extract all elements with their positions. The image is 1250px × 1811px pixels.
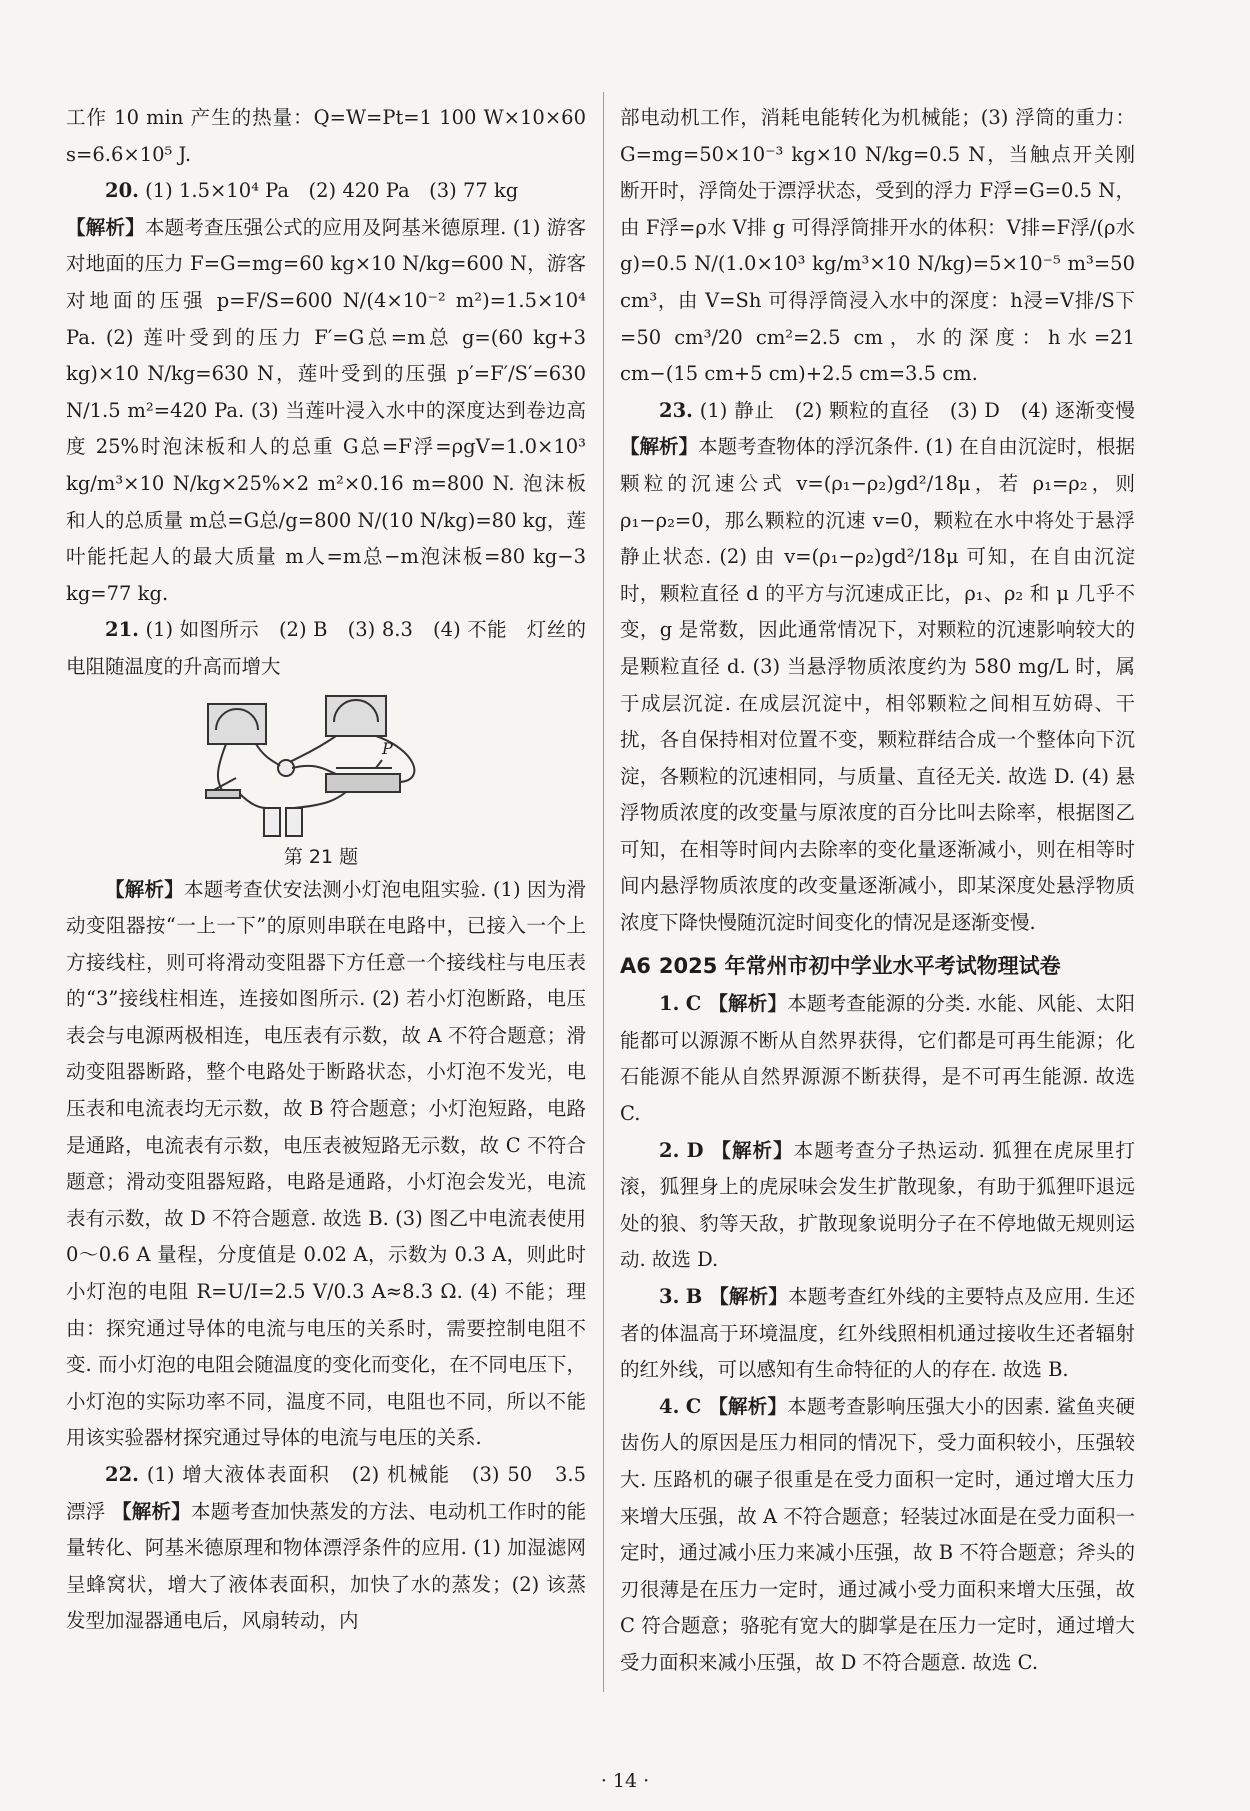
answer-1 [620,986,1135,1132]
analysis-text: 本题考查物体的浮沉条件. (1) 在自由沉淀时，根据颗粒的沉速公式 v=(ρ₁−ρ₂)gd²/18μ，若 ρ₁=ρ₂，则 ρ₁−ρ₂=0，那么颗粒的沉速 v=0，颗粒在水中将处于悬浮静止状态. (2) 由 v=(ρ₁−ρ₂)gd²/18μ 可知，在自由沉淀时，颗粒直径 d 的平方与沉速成正比，ρ₁、ρ₂ 和 μ 几乎不变，g 是常数，因此通常情况下，对颗粒的沉速影响较大的是颗粒直径 d. (3) 当悬浮物质浓度约为 580 mg/L 时，属于成层沉淀. 在成层沉淀中，相邻颗粒之间相互妨碍、干扰，各自保持相对位置不变，颗粒群结合成一个整体向下沉淀，各颗粒的沉速相同，与质量、直径无关. 故选 D. (4) 悬浮物质浓度的改变量与原浓度的百分比叫去除率，根据图乙可知，在相等时间内去除率的变化量逐渐减小，则在相等时间内悬浮物质浓度的改变量逐渐减小，即某深度处悬浮物质浓度下降快慢随沉淀时间变化的情况是逐渐变慢. [620,435,1135,935]
question-number: 20. [105,179,139,203]
answer-text: (1) 增大液体表面积 (2) 机械能 (3) 50 3.5 漂浮 [66,1463,606,1523]
paragraph [620,100,1135,393]
section-heading [620,948,1135,985]
analysis-text: 本题考查加快蒸发的方法、电动机工作时的能量转化、阿基米德原理和物体漂浮条件的应用. (1) 加湿滤网呈蜂窝状，增大了液体表面积，加快了水的蒸发；(2) 该蒸发型加湿器通电后，风扇转动，内 [66,1499,586,1633]
analysis-text: 本题考查压强公式的应用及阿基米德原理. (1) 游客对地面的压力 F=G=mg=60 kg×10 N/kg=600 N，游客对地面的压强 p=F/S=600 N/(4×10⁻² m²)=1.5×10⁴ Pa. (2) 莲叶受到的压力 F′=G总=m总 g=(60 kg+3 kg)×10 N/kg=630 N，莲叶受到的压强 p′=F′/S′=630 N/1.5 m²=420 Pa. (3) 当莲叶浸入水中的深度达到卷边高度 25%时泡沫板和人的总重 G总=F浮=ρgV=1.0×10³ kg/m³×10 N/kg×25%×2 m²×0.16 m=800 N. 泡沫板和人的总质量 m总=G总/g=800 N/(10 N/kg)=80 kg，莲叶能托起人的最大质量 m人=m总−m泡沫板=80 kg−3 kg=77 kg. [66,215,586,605]
analysis-text: 本题考查影响压强大小的因素. 鲨鱼夹硬齿伤人的原因是压力相同的情况下，受力面积较小，压强较大. 压路机的碾子很重是在受力面积一定时，通过增大压力来增大压强，故 A 不符合题意；轻装过冰面是在受力面积一定时，通过减小压力来减小压强，故 B 不符合题意；斧头的刃很薄是在压力一定时，通过减小受力面积来增大压强，故 C 符合题意；骆驼有宽大的脚掌是在压力一定时，通过增大受力面积来减小压强，故 D 不符合题意. 故选 C. [620,1394,1136,1674]
battery [286,808,302,836]
paragraph [66,100,586,173]
section-badge: A6 [620,953,651,978]
analysis-tag: 【解析】 [112,1499,192,1523]
answer-2 [620,1133,1135,1279]
wire [294,792,346,808]
answer-20 [66,173,586,210]
switch [206,790,240,798]
answer-text: (1) 静止 (2) 颗粒的直径 (3) D (4) 逐渐变慢 [699,398,1135,422]
question-number: 3. [659,1285,680,1308]
figure-caption: 第 21 题 [283,845,359,868]
paragraph-text: 部电动机工作，消耗电能转化为机械能；(3) 浮筒的重力：G=mg=50×10⁻³ kg×10 N/kg=0.5 N，当触点开关刚断开时，浮筒处于漂浮状态，受到的浮力 F浮=G=0.5 N，由 F浮=ρ水 V排 g 可得浮筒排开水的体积：V排=F浮/(ρ水 g)=0.5 N/(1.0×10³ kg/m³×10 N/kg)=5×10⁻⁵ m³=50 cm³，由 V=Sh 可得浮筒浸入水中的深度：h浸=V排/S下=50 cm³/20 cm²=2.5 cm，水的深度：h水=21 cm−(15 cm+5 cm)+2.5 cm=3.5 cm. [620,106,1135,386]
answer-23 [620,393,1135,942]
wire [240,794,272,808]
analysis-tag: C 【解析】 [685,992,788,1016]
analysis-tag: C 【解析】 [685,1394,788,1418]
question-number: 23. [659,398,693,422]
right-column [620,100,1135,1682]
question-number: 2. [659,1138,680,1162]
lamp [278,760,294,776]
analysis-text: 本题考查能源的分类. 水能、风能、太阳能都可以源源不断从自然界获得，它们都是可再生能源；化石能源不能从自然界源源不断获得，是不可再生能源. 故选 C. [620,992,1136,1126]
page-number: · 14 · [600,1770,650,1792]
analysis-20 [66,210,586,613]
analysis-text: 本题考查红外线的主要特点及应用. 生还者的体温高于环境温度，红外线照相机通过接收生还者辐射的红外线，可以感知有生命特征的人的存在. 故选 B. [620,1285,1135,1382]
analysis-21 [66,872,586,1458]
left-column [66,100,606,1640]
answer-4 [620,1389,1135,1682]
analysis-tag: 【解析】 [105,877,185,901]
answer-3 [620,1279,1135,1389]
answer-22 [66,1457,606,1640]
wire [290,736,336,762]
analysis-text: 本题考查伏安法测小灯泡电阻实验. (1) 因为滑动变阻器按“一上一下”的原则串联在电路中，已接入一个上方接线柱，则可将滑动变阻器下方任意一个接线柱与电压表的“3”接线柱相连，连接如图所示. (2) 若小灯泡断路，电压表会与电源两极相连，电压表有示数，故 A 不符合题意；滑动变阻器断路，整个电路处于断路状态，小灯泡不发光，电压表和电流表均无示数，故 B 符合题意；小灯泡短路，电路是通路，电流表有示数，电压表被短路无示数，故 C 不符合题意；滑动变阻器短路，电路是通路，小灯泡会发光，电流表有示数，故 D 不符合题意. 故选 B. (3) 图乙中电流表使用 0～0.6 A 量程，分度值是 0.02 A，示数为 0.3 A，则此时小灯泡的电阻 R=U/I=2.5 V/0.3 A≈8.3 Ω. (4) 不能；理由：探究通过导体的电流与电压的关系时，需要控制电阻不变. 而小灯泡的电阻会随温度的变化而变化，在不同电压下，小灯泡的实际功率不同，温度不同，电阻也不同，所以不能用该实验器材探究通过导体的电流与电压的关系. [66,877,586,1450]
answer-text: (1) 如图所示 (2) B (3) 8.3 (4) 不能 灯丝的电阻随温度的升高而增大 [66,618,587,678]
circuit-figure [186,690,456,840]
battery [264,808,280,836]
question-number: 21. [105,618,139,642]
answer-text: (1) 1.5×10⁴ Pa (2) 420 Pa (3) 77 kg [145,179,519,203]
wire [256,744,280,766]
question-number: 1. [659,992,680,1016]
wire [292,765,336,773]
analysis-tag: 【解析】 [620,435,699,459]
section-title: 2025 年常州市初中学业水平考试物理试卷 [658,953,1061,978]
circuit-diagram [186,690,456,840]
question-number: 4. [659,1394,680,1418]
question-number: 22. [105,1463,139,1486]
rheostat [326,774,400,792]
column-divider [603,92,604,1692]
answer-21 [66,612,586,685]
analysis-tag: 【解析】 [66,215,145,239]
analysis-tag: B 【解析】 [685,1285,788,1308]
slider-p [376,760,382,768]
paragraph-text: 工作 10 min 产生的热量：Q=W=Pt=1 100 W×10×60 s=6.6×10⁵ J. [66,106,586,166]
slider-label: P [382,738,393,758]
analysis-tag: D 【解析】 [686,1138,794,1162]
analysis-text: 本题考查分子热运动. 狐狸在虎尿里打滚，狐狸身上的虎尿味会发生扩散现象，有助于狐狸吓退远处的狼、豹等天敌，扩散现象说明分子在不停地做无规则运动. 故选 D. [620,1138,1136,1272]
